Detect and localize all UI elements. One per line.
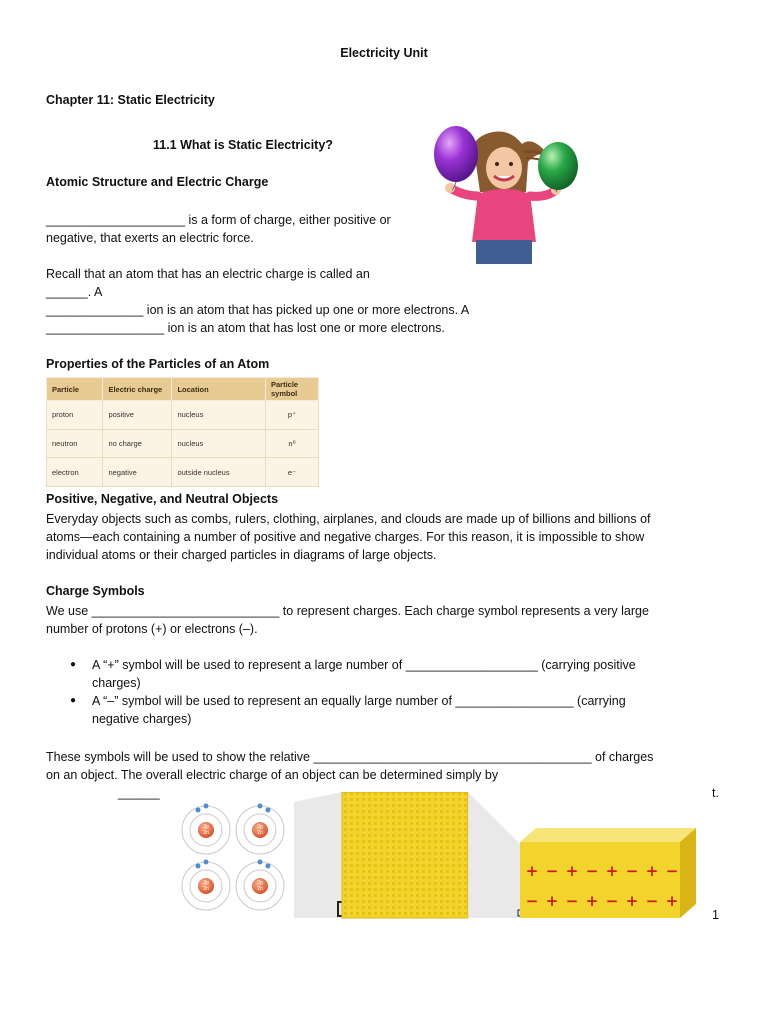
table-cell: negative xyxy=(103,458,172,487)
list-item xyxy=(70,692,690,728)
atomic-heading: Atomic Structure and Electric Charge xyxy=(46,175,269,189)
page-number: 1 xyxy=(712,908,719,922)
atomic-line-2: negative, that exerts an electric force. xyxy=(46,231,254,245)
recall-line-3: ______________ ion is an atom that has picked up one or more electrons. A xyxy=(46,303,470,317)
charge-symbol-list xyxy=(70,656,690,728)
table-cell: n⁰ xyxy=(266,429,319,458)
charge-symbol: − xyxy=(665,862,679,880)
symbols-heading: Charge Symbols xyxy=(46,584,145,598)
relative-line-2: on an object. The overall electric charge of an object can be determined simply by xyxy=(46,768,499,782)
charge-symbol: − xyxy=(525,892,539,910)
charge-symbol: + xyxy=(525,862,539,880)
objects-line-2: atoms—each containing a number of positive and negative charges. For this reason, it is impossible to show xyxy=(46,530,645,544)
list-item-text: ● A “–” symbol will be used to represent an equally large number of _________________ (carrying xyxy=(92,694,626,708)
charge-symbol: − xyxy=(545,862,559,880)
table-cell: nucleus xyxy=(172,429,266,458)
recall-line-4: _________________ ion is an atom that has lost one or more electrons. xyxy=(46,321,445,335)
table-header-row xyxy=(47,378,319,401)
list-item xyxy=(70,656,690,692)
table-cell: electron xyxy=(47,458,103,487)
relative-line-end: t. xyxy=(712,786,719,800)
relative-line-3: ______ xyxy=(118,786,160,800)
charge-symbol: − xyxy=(605,892,619,910)
list-item-text: charges) xyxy=(92,676,141,690)
table-cell: nucleus xyxy=(172,401,266,430)
atom-group xyxy=(182,804,284,911)
atom-grid-block xyxy=(342,792,468,918)
atomic-line-1: ____________________ is a form of charge, either positive or xyxy=(46,213,391,227)
table-header: Particle xyxy=(47,378,103,401)
list-item-text: ● A “+” symbol will be used to represent a large number of ___________________ (carrying positive xyxy=(92,658,636,672)
table-row xyxy=(47,458,319,487)
charge-diagram xyxy=(176,792,712,922)
charge-symbol: − xyxy=(565,892,579,910)
charge-symbol: + xyxy=(625,892,639,910)
charge-symbol: − xyxy=(625,862,639,880)
table-cell: proton xyxy=(47,401,103,430)
section-title: 11.1 What is Static Electricity? xyxy=(153,138,333,152)
table-header: Location xyxy=(172,378,266,401)
table-cell: outside nucleus xyxy=(172,458,266,487)
charge-symbol: − xyxy=(645,892,659,910)
objects-heading: Positive, Negative, and Neutral Objects xyxy=(46,492,279,506)
charge-symbol: + xyxy=(565,862,579,880)
charge-symbol: + xyxy=(665,892,679,910)
list-item-text: negative charges) xyxy=(92,712,192,726)
atom-label: 2p xyxy=(257,880,263,886)
charge-symbol: + xyxy=(645,862,659,880)
objects-line-3: individual atoms or their charged particles in diagrams of large objects. xyxy=(46,548,437,562)
table-cell: p⁺ xyxy=(266,401,319,430)
atom-label: 2n xyxy=(257,886,263,892)
atom-label: 2p xyxy=(203,880,209,886)
girl-with-balloons-image xyxy=(428,122,584,264)
atom-label: 2n xyxy=(257,830,263,836)
recall-line-1: Recall that an atom that has an electric charge is called an xyxy=(46,267,370,281)
table-cell: no charge xyxy=(103,429,172,458)
charge-symbol: + xyxy=(585,892,599,910)
zoom-wedge xyxy=(468,792,520,918)
atom-label: 2n xyxy=(203,886,209,892)
symbols-line-1: We use ___________________________ to represent charges. Each charge symbol represents a very large xyxy=(46,604,649,618)
table-header: Particle symbol xyxy=(266,378,319,401)
charged-box-side xyxy=(680,828,696,918)
table-cell: neutron xyxy=(47,429,103,458)
objects-line-1: Everyday objects such as combs, rulers, clothing, airplanes, and clouds are made up of billions and billions of xyxy=(46,512,651,526)
charge-symbol: + xyxy=(605,862,619,880)
unit-title: Electricity Unit xyxy=(340,46,428,60)
relative-line-1: These symbols will be used to show the relative ________________________________________ of charges xyxy=(46,750,654,764)
charged-box-top xyxy=(520,828,696,842)
table-cell: e⁻ xyxy=(266,458,319,487)
recall-line-2: ______. A xyxy=(46,285,103,299)
properties-heading: Properties of the Particles of an Atom xyxy=(46,357,270,371)
chapter-title: Chapter 11: Static Electricity xyxy=(46,93,215,107)
symbols-line-2: number of protons (+) or electrons (–). xyxy=(46,622,258,636)
charge-symbol: + xyxy=(545,892,559,910)
atom-label: 2p xyxy=(203,824,209,830)
particle-properties-table xyxy=(46,377,319,487)
table-header: Electric charge xyxy=(103,378,172,401)
atom-label: 2n xyxy=(203,830,209,836)
table-row xyxy=(47,429,319,458)
table-cell: positive xyxy=(103,401,172,430)
atom-label: 2p xyxy=(257,824,263,830)
charge-symbol: − xyxy=(585,862,599,880)
zoom-wedge xyxy=(294,792,344,918)
table-row xyxy=(47,401,319,430)
